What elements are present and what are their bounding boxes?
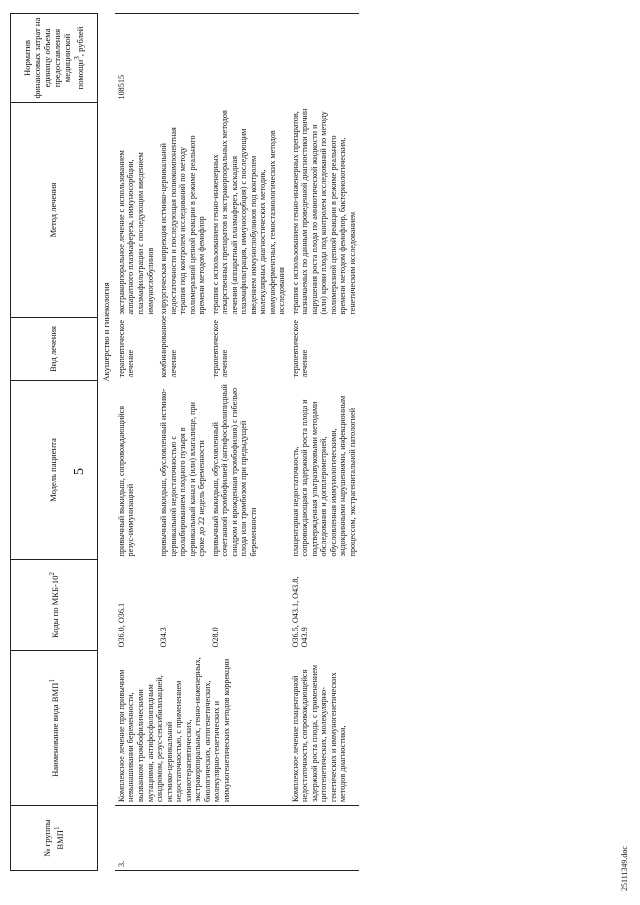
- header-cost-norm: Норматив финансовых затрат на единицу объема предоставления медицинской помощи$^3$, рублей: [11, 14, 98, 103]
- header-group-number: № группы ВМП$^1$: [11, 806, 98, 871]
- treatment-method: хирургическая коррекция истмико-цервикальной недостаточности и последующая полиокомпонентная терапия под контролем исследований по методу полимеразной цепной реакции в режиме реального времени методом фемофлор: [159, 127, 207, 315]
- cost-norm: [289, 14, 360, 103]
- table-header-row: [11, 14, 98, 871]
- table-row: [115, 14, 157, 871]
- treatment-method: терапия с использованием генно-инженерных препаратов, назначаемых по данным проведенной диагностики причин нарушения роста плода по амниотической жидкости и (или) крови плода под контролем исследований по методу полимеразной цепной реакции в режиме реального времени методом фемофлор, бактериологическим, генетическим исследованием: [290, 108, 357, 315]
- patient-model: плацентарная недостаточность, сопровождающаяся задержкой роста плода и подтвержденная ультразвуковыми методами обследования и допплерометрией, обусловленная иммунологическими, эндокринными нарушениями, инфекционным процессом, экстрагенитальной патологией: [290, 395, 357, 557]
- icd-codes: O36.0, O36.1: [116, 602, 126, 648]
- page-number: 5: [72, 468, 87, 475]
- table-row: [289, 14, 360, 871]
- patient-model: привычный выкидыш, обусловленный истмико-цервикальной недостаточностью с пролабированием плодного пузыря в цервикальный канал и (или) влагалище, при сроке до 22 недель беременности: [159, 388, 207, 557]
- treatment-kind: терапевтическое лечение: [210, 320, 230, 378]
- header-treatment-kind: Вид лечения: [11, 318, 98, 381]
- header-icd-codes: Коды по МКБ-$10^2$: [11, 560, 98, 651]
- patient-model: привычный выкидыш, сопровождающийся резус-иммунизацией: [116, 406, 136, 557]
- vmp-name: Комплексное лечение при привычном невынашивании беременности, вызванном тромбофилическими мутациями, антифосфолипидным синдромом, резус-сенсибилизацией, истмико-цервикальной недостаточностью, с применением химиотерапевтических, экстракорпоральных, генно-инженерных, биологических, онтогенетических, молекулярно-генетических и иммуногенетических методов коррекции: [115, 651, 289, 806]
- patient-model: привычный выкидыш, обусловленный сочетанной тромбофилией (антифосфолипидный синдром и врожденная тромбофилия) с гибелью плода или тромбозом при предыдущей беременности: [210, 384, 258, 557]
- header-treatment-method: Метод лечения: [11, 103, 98, 318]
- header-patient-model: Модель пациента: [11, 381, 98, 560]
- treatment-method: экстракорпоральное лечение с использованием аппаратного плазмафереза, иммуносорбции, плазмафильтрации с последующим введением иммуноглобулинов: [116, 150, 155, 315]
- treatment-kind: терапевтическое лечение: [116, 320, 136, 378]
- vmp-name: Комплексное лечение плацентарной недостаточности, сопровождающейся задержкой роста плода, с применением цитогенетических, молекулярно-генетических и иммуногенетических методов диагностики,: [289, 651, 360, 806]
- section-title: Акушерство и гинекология: [101, 282, 111, 382]
- icd-codes: O36.5, O43.1, O43.8, O43.9: [290, 576, 310, 648]
- document-id: 25111349.doc: [620, 846, 629, 891]
- treatment-kind: комбинированное лечение: [159, 315, 178, 378]
- group-number: [289, 806, 360, 871]
- treatment-method: терапия с использованием генно-инженерных лекарственных препаратов и экстракорпоральных методов лечения (аппаратный плазмаферез, каскадная плазмафильтрация, иммуносорбция) с последующим введением иммуноглобулинов под контролем молекулярных диагностических методик, иммуноферментных, гемостазиологических методов исследования: [210, 110, 287, 315]
- icd-codes: O34.3: [159, 627, 169, 648]
- treatment-kind: терапевтическое лечение: [290, 320, 310, 378]
- icd-codes: O28.0: [210, 627, 220, 648]
- group-number: 3.: [115, 806, 289, 871]
- cost-norm: 108515: [115, 14, 289, 103]
- vmp-table: [10, 13, 359, 871]
- section-row: [98, 14, 115, 871]
- header-vmp-name: Наименование вида ВМП$^1$: [11, 651, 98, 806]
